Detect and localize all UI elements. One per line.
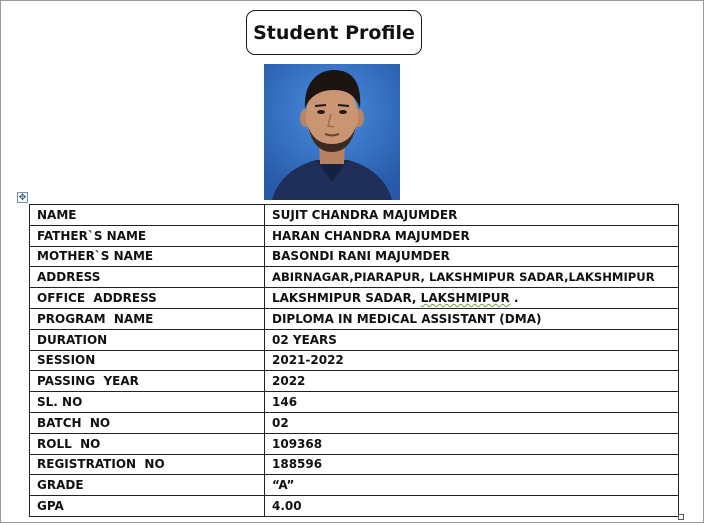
row-label: NAME	[30, 205, 265, 226]
row-label: PASSING YEAR	[30, 371, 265, 392]
row-value: ABIRNAGAR,PIARAPUR, LAKSHMIPUR SADAR,LAKSHMIPUR	[265, 267, 679, 288]
table-row	[30, 329, 679, 350]
office-address-underlined: LAKSHMIPUR	[420, 291, 510, 306]
row-value: “A”	[265, 475, 679, 496]
table-row	[30, 475, 679, 496]
student-photo	[264, 64, 400, 200]
student-photo-image	[264, 64, 400, 200]
table-row	[30, 371, 679, 392]
table-row	[30, 454, 679, 475]
row-label: ROLL NO	[30, 433, 265, 454]
row-label: MOTHER`S NAME	[30, 246, 265, 267]
table-row	[30, 308, 679, 329]
row-value: 02 YEARS	[265, 329, 679, 350]
office-address-part: LAKSHMIPUR SADAR,	[272, 291, 421, 306]
row-label: FATHER`S NAME	[30, 225, 265, 246]
row-label: PROGRAM NAME	[30, 308, 265, 329]
table-row	[30, 392, 679, 413]
row-label: BATCH NO	[30, 412, 265, 433]
row-value: HARAN CHANDRA MAJUMDER	[265, 225, 679, 246]
profile-table	[29, 204, 679, 517]
table-row	[30, 288, 679, 309]
row-label: GPA	[30, 496, 265, 517]
table-row	[30, 412, 679, 433]
row-value: 4.00	[265, 496, 679, 517]
office-address-suffix: .	[509, 291, 519, 306]
table-row	[30, 246, 679, 267]
row-label: SESSION	[30, 350, 265, 371]
row-value: DIPLOMA IN MEDICAL ASSISTANT (DMA)	[265, 308, 679, 329]
row-label: GRADE	[30, 475, 265, 496]
move-table-icon[interactable]: ✥	[18, 192, 27, 202]
table-row	[30, 433, 679, 454]
row-value	[265, 288, 679, 309]
table-row	[30, 496, 679, 517]
page-title: Student Profile	[246, 10, 422, 55]
row-value: SUJIT CHANDRA MAJUMDER	[265, 205, 679, 226]
row-value: 02	[265, 412, 679, 433]
row-value: 2022	[265, 371, 679, 392]
table-row	[30, 267, 679, 288]
table-row	[30, 225, 679, 246]
table-row	[30, 205, 679, 226]
row-label: DURATION	[30, 329, 265, 350]
row-value: BASONDI RANI MAJUMDER	[265, 246, 679, 267]
row-label: ADDRESS	[30, 267, 265, 288]
table-resize-handle[interactable]	[678, 514, 684, 520]
row-value: 109368	[265, 433, 679, 454]
table-row	[30, 350, 679, 371]
row-label: REGISTRATION NO	[30, 454, 265, 475]
row-value: 146	[265, 392, 679, 413]
row-label: SL. NO	[30, 392, 265, 413]
row-value: 2021-2022	[265, 350, 679, 371]
row-label: OFFICE ADDRESS	[30, 288, 265, 309]
row-value: 188596	[265, 454, 679, 475]
